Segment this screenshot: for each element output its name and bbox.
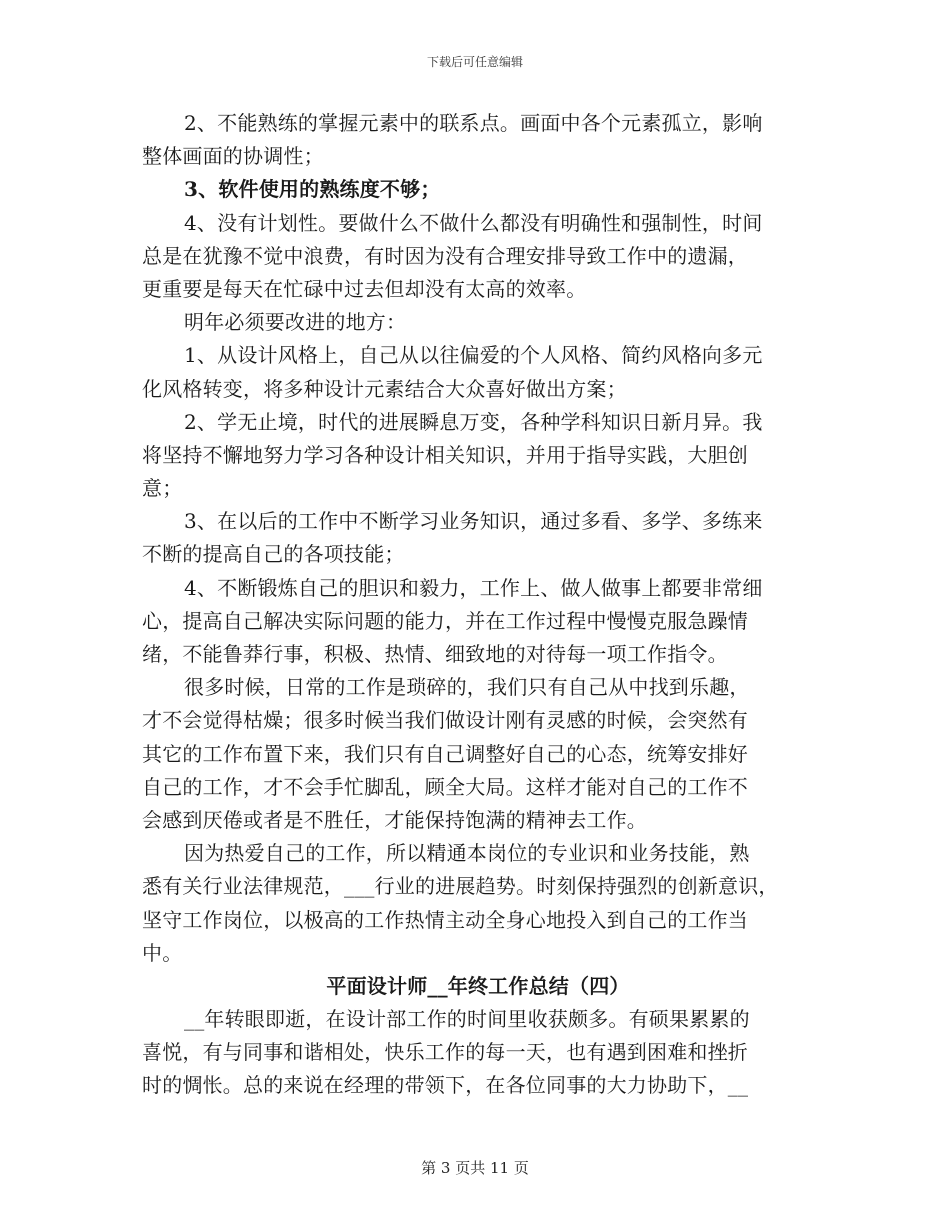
text-line: 其它的工作布置下来，我们只有自己调整好自己的心态，统筹安排好 [142, 741, 748, 766]
text-line: 明年必须要改进的地方： [184, 310, 407, 335]
text-line: 4、不断锻炼自己的胆识和毅力，工作上、做人做事上都要非常细 [184, 575, 763, 600]
document-body [142, 107, 814, 1103]
text-line: 化风格转变，将多种设计元素结合大众喜好做出方案； [142, 376, 627, 401]
text-line: 会感到厌倦或者是不胜任，才能保持饱满的精神去工作。 [142, 807, 647, 832]
text-line: 因为热爱自己的工作，所以精通本岗位的专业识和业务技能，熟 [184, 841, 750, 866]
text-line: 很多时候，日常的工作是琐碎的，我们只有自己从中找到乐趣， [184, 675, 750, 700]
text-line: 坚守工作岗位，以极高的工作热情主动全身心地投入到自己的工作当 [142, 907, 748, 932]
text-line: 悉有关行业法律规范，___行业的进展趋势。时刻保持强烈的创新意识， [142, 874, 779, 899]
text-line: 时的惆怅。总的来说在经理的带领下，在各位同事的大力协助下，__ [142, 1073, 749, 1098]
text-line: 总是在犹豫不觉中浪费，有时因为没有合理安排导致工作中的遗漏， [142, 243, 748, 268]
text-line: 4、没有计划性。要做什么不做什么都没有明确性和强制性，时间 [184, 210, 763, 235]
bold-heading-line: 3、软件使用的熟练度不够； [184, 177, 441, 202]
text-line: 心，提高自己解决实际问题的能力，并在工作过程中慢慢克服急躁情 [142, 608, 748, 633]
text-line: 2、不能熟练的掌握元素中的联系点。画面中各个元素孤立，影响 [184, 111, 763, 135]
text-line: 更重要是每天在忙碌中过去但却没有太高的效率。 [142, 276, 587, 301]
text-line: 将坚持不懈地努力学习各种设计相关知识，并用于指导实践，大胆创 [142, 442, 748, 467]
text-line: 2、学无止境，时代的进展瞬息万变，各种学科知识日新月异。我 [184, 409, 763, 434]
text-line: 绪，不能鲁莽行事，积极、热情、细致地的对待每一项工作指令。 [142, 642, 728, 666]
text-line: __年转眼即逝，在设计部工作的时间里收获颇多。有硕果累累的 [184, 1007, 750, 1032]
text-line: 3、在以后的工作中不断学习业务知识，通过多看、多学、多练来 [184, 509, 763, 534]
page-header: 下载后可任意编辑 [426, 55, 523, 69]
text-line: 不断的提高自己的各项技能； [142, 542, 405, 567]
section-title: 平面设计师__年终工作总结（四） [326, 973, 630, 998]
text-line: 中。 [142, 940, 183, 965]
text-line: 喜悦，有与同事和谐相处，快乐工作的每一天，也有遇到困难和挫折 [142, 1040, 748, 1065]
text-line: 1、从设计风格上，自己从以往偏爱的个人风格、简约风格向多元 [184, 343, 763, 368]
text-line: 整体画面的协调性； [142, 144, 324, 169]
text-line: 才不会觉得枯燥；很多时候当我们做设计刚有灵感的时候，会突然有 [142, 708, 748, 733]
page-footer: 第 3 页共 11 页 [421, 1159, 529, 1177]
text-line: 意； [142, 476, 183, 501]
text-line: 自己的工作，才不会手忙脚乱，顾全大局。这样才能对自己的工作不 [142, 774, 748, 799]
